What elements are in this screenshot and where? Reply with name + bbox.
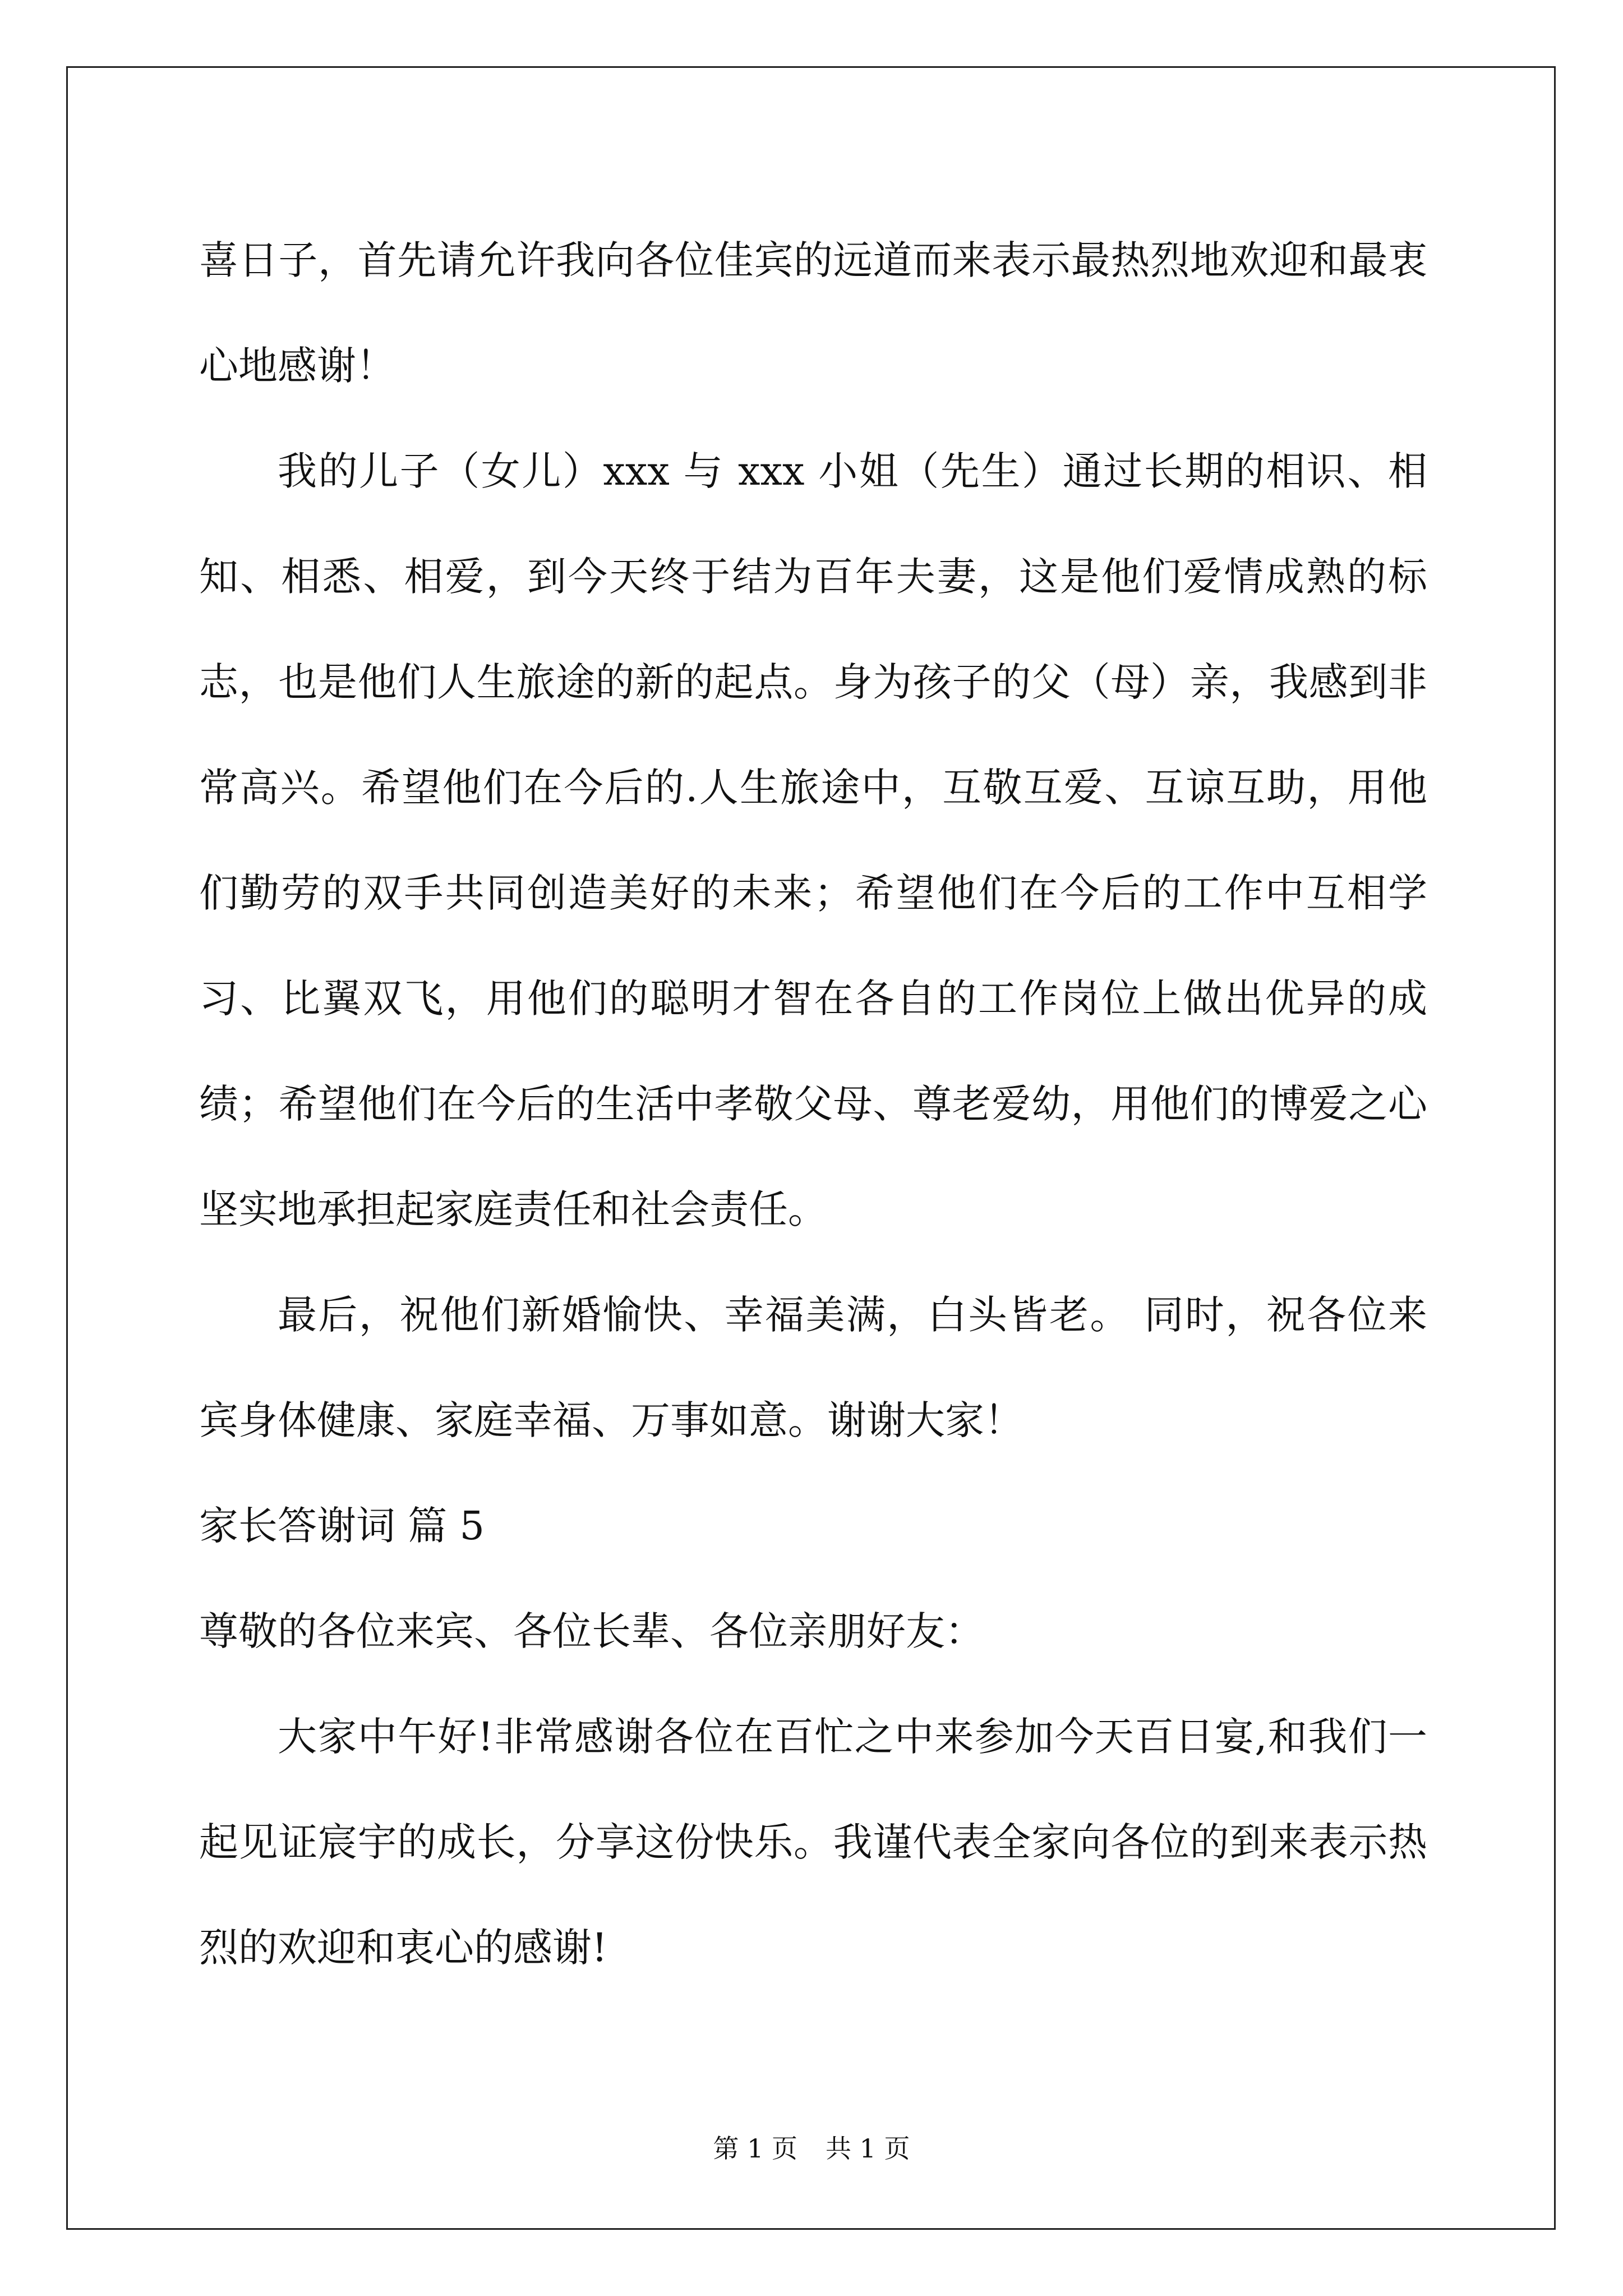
paragraph-opening: 喜日子，首先请允许我向各位佳宾的远道而来表示最热烈地欢迎和最衷心地感谢！ bbox=[199, 237, 1427, 389]
paragraph-thanks: 大家中午好!非常感谢各位在百忙之中来参加今天百日宴,和我们一起见证宸宇的成长，分享这份快乐。我谨代表全家向各位的到来表示热烈的欢迎和衷心的感谢! bbox=[199, 1714, 1427, 1971]
page-footer bbox=[0, 2132, 1623, 2165]
page-total: 共 1 页 bbox=[826, 2133, 910, 2164]
document-body bbox=[199, 208, 1427, 2000]
section-heading: 家长答谢词 篇 5 bbox=[199, 1503, 485, 1549]
greeting-line: 尊敬的各位来宾、各位长辈、各位亲朋好友： bbox=[199, 1608, 984, 1654]
paragraph-closing-wishes: 最后，祝他们新婚愉快、幸福美满，白头皆老。 同时，祝各位来宾身体健康、家庭幸福、万事如意。谢谢大家！ bbox=[199, 1292, 1427, 1443]
page-number: 第 1 页 bbox=[713, 2133, 797, 2164]
paragraph-blessing: 我的儿子（女儿）xxx 与 xxx 小姐（先生）通过长期的相识、相知、相悉、相爱，到今天终于结为百年夫妻，这是他们爱情成熟的标志，也是他们人生旅途的新的起点。身为孩子的父（母）亲，我感到非常高兴。希望他们在今后的.人生旅途中，互敬互爱、互谅互助，用他们勤劳的双手共同创造美好的未来；希望他们在今后的工作中互相学习、比翼双飞，用他们的聪明才智在各自的工作岗位上做出优异的成绩；希望他们在今后的生活中孝敬父母、尊老爱幼，用他们的博爱之心坚实地承担起家庭责任和社会责任。 bbox=[199, 448, 1427, 1232]
